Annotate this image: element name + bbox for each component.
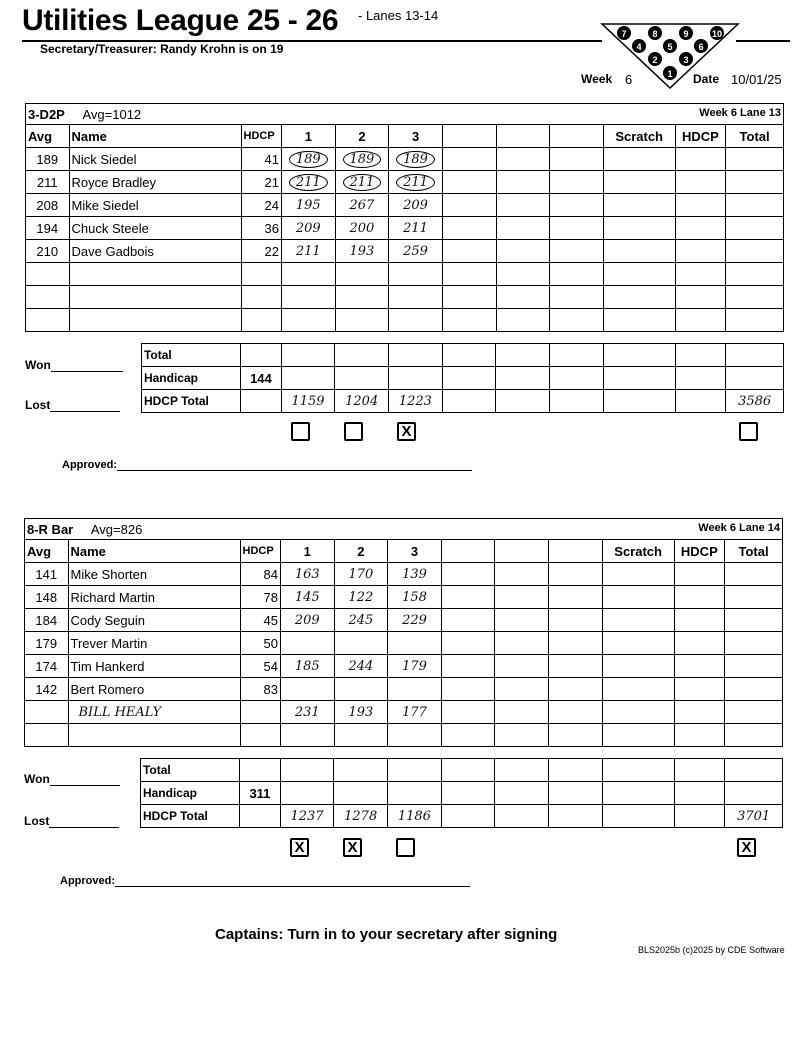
team1-summary [25, 343, 784, 413]
bowler-avg: 194 [26, 217, 70, 240]
bowler-game3: 259 [389, 240, 443, 263]
bowler-game1: 211 [282, 240, 336, 263]
bowler-row [25, 678, 783, 701]
col-game1: 1 [280, 540, 334, 563]
col-name: Name [69, 125, 241, 148]
col-hdcp-total: HDCP [675, 125, 726, 148]
bowler-game2 [335, 309, 389, 332]
bowler-game1: 189 [282, 148, 336, 171]
bowler-hdcp [240, 701, 280, 724]
pin-number-10: 10 [711, 29, 723, 39]
team1-name: 3-D2P [28, 106, 65, 122]
team2-lost: Lost [24, 814, 119, 828]
team1-hdcp-total-g1: 1159 [281, 390, 335, 413]
bowler-name: Trever Martin [68, 632, 240, 655]
team1-lost: Lost [25, 398, 120, 412]
col-avg: Avg [25, 540, 69, 563]
bowler-game3: 209 [389, 194, 443, 217]
col-game1: 1 [282, 125, 336, 148]
pin-number-2: 2 [652, 55, 658, 65]
team2-handicap-label: Handicap [140, 782, 239, 805]
bowler-name [69, 263, 241, 286]
bowler-game2: 244 [334, 655, 388, 678]
bowler-name: Tim Hankerd [68, 655, 240, 678]
bowler-name [69, 286, 241, 309]
col-hdcp-total: HDCP [674, 540, 725, 563]
pin-number-7: 7 [621, 29, 627, 39]
bowler-name: BILL HEALY [68, 701, 240, 724]
bowler-row [26, 217, 784, 240]
bowler-row [26, 286, 784, 309]
team1-approved: Approved: [62, 459, 472, 471]
bowler-hdcp [240, 724, 280, 747]
bowler-hdcp: 22 [241, 240, 281, 263]
bowler-name: Dave Gadbois [69, 240, 241, 263]
bowler-game2 [335, 263, 389, 286]
bowler-avg: 210 [26, 240, 70, 263]
team2-hdcp-total-g3: 1186 [388, 805, 442, 828]
bowler-row [25, 655, 783, 678]
bowler-game3 [389, 286, 443, 309]
bowler-name: Mike Shorten [68, 563, 240, 586]
bowler-game3 [389, 309, 443, 332]
team2-approved: Approved: [60, 875, 470, 887]
col-scratch: Scratch [603, 125, 675, 148]
bowler-game1 [280, 678, 334, 701]
bowler-game1 [282, 263, 336, 286]
pin-number-5: 5 [667, 42, 673, 52]
bowler-game3: 229 [388, 609, 442, 632]
team1-scoresheet [25, 103, 784, 338]
bowler-avg: 141 [25, 563, 69, 586]
bowler-avg [25, 724, 69, 747]
pin-number-4: 4 [636, 42, 642, 52]
team2-header [25, 519, 783, 540]
pin-number-9: 9 [683, 29, 689, 39]
bowler-name [68, 724, 240, 747]
bowler-avg [25, 701, 69, 724]
bowler-hdcp: 54 [240, 655, 280, 678]
team2-game3-checkbox[interactable] [396, 838, 415, 857]
team1-total-checkbox[interactable] [739, 422, 758, 441]
team2-week-lane: Week 6 Lane 14 [698, 521, 780, 534]
bowler-avg: 148 [25, 586, 69, 609]
col-game2: 2 [335, 125, 389, 148]
bowler-game3: 211 [389, 217, 443, 240]
team2-game2-checkbox[interactable]: X [343, 838, 362, 857]
bowler-row [26, 309, 784, 332]
bowler-game2: 193 [335, 240, 389, 263]
col-hdcp: HDCP [240, 540, 280, 563]
team2-total-label: Total [140, 759, 239, 782]
date-value: 10/01/25 [731, 72, 782, 87]
team1-game2-checkbox[interactable] [344, 422, 363, 441]
team2-column-header [25, 540, 783, 563]
team1-column-header [26, 125, 784, 148]
pin-number-3: 3 [683, 55, 689, 65]
bowler-hdcp: 45 [240, 609, 280, 632]
bowler-hdcp: 21 [241, 171, 281, 194]
bowler-avg [26, 309, 70, 332]
bowler-game2: 193 [334, 701, 388, 724]
bowler-game1 [282, 286, 336, 309]
col-total: Total [725, 540, 783, 563]
pin-number-1: 1 [667, 69, 673, 79]
col-game3: 3 [388, 540, 442, 563]
team1-hdcp-total-g3: 1223 [389, 390, 443, 413]
bowler-game3: 211 [389, 171, 443, 194]
team1-won: Won [25, 358, 123, 372]
bowler-game2 [335, 286, 389, 309]
bowler-avg: 211 [26, 171, 70, 194]
pin-number-8: 8 [652, 29, 658, 39]
bowler-game1: 209 [282, 217, 336, 240]
bowler-game3 [388, 632, 442, 655]
bowler-name: Royce Bradley [69, 171, 241, 194]
team2-hdcp-total-label: HDCP Total [140, 805, 239, 828]
team1-week-lane: Week 6 Lane 13 [699, 106, 781, 119]
footer-copyright: BLS2025b (c)2025 by CDE Software [638, 945, 785, 955]
bowler-avg: 208 [26, 194, 70, 217]
team1-header [26, 104, 784, 125]
team2-hdcp-total-g1: 1237 [280, 805, 334, 828]
bowler-hdcp: 78 [240, 586, 280, 609]
team1-hdcp-total-label: HDCP Total [141, 390, 240, 413]
team1-game3-checkbox[interactable]: X [397, 422, 416, 441]
bowler-hdcp: 50 [240, 632, 280, 655]
team1-game1-checkbox[interactable] [291, 422, 310, 441]
col-game2: 2 [334, 540, 388, 563]
bowler-name: Bert Romero [68, 678, 240, 701]
bowler-game2: 245 [334, 609, 388, 632]
col-scratch: Scratch [602, 540, 674, 563]
bowler-avg: 142 [25, 678, 69, 701]
col-game3: 3 [389, 125, 443, 148]
week-value: 6 [625, 72, 633, 87]
bowler-game3: 179 [388, 655, 442, 678]
bowler-hdcp: 41 [241, 148, 281, 171]
team2-scoresheet [24, 518, 783, 747]
bowler-avg [26, 286, 70, 309]
bowler-game3 [388, 678, 442, 701]
bowler-game1: 163 [280, 563, 334, 586]
bowler-name: Nick Siedel [69, 148, 241, 171]
bowler-game2 [334, 678, 388, 701]
bowler-game1: 185 [280, 655, 334, 678]
bowler-row [26, 171, 784, 194]
bowler-hdcp [241, 286, 281, 309]
team2-total-checkbox[interactable]: X [737, 838, 756, 857]
col-avg: Avg [26, 125, 70, 148]
team2-series-total: 3701 [725, 805, 783, 828]
page-title: Utilities League 25 - 26 [22, 4, 339, 37]
bowler-row [26, 240, 784, 263]
week-label: Week [581, 72, 613, 86]
bowler-avg: 184 [25, 609, 69, 632]
bowler-game3: 177 [388, 701, 442, 724]
bowler-hdcp [241, 263, 281, 286]
team2-handicap-value: 311 [240, 782, 281, 805]
bowler-row [25, 701, 783, 724]
bowler-hdcp: 84 [240, 563, 280, 586]
footer-instruction: Captains: Turn in to your secretary after signing [215, 926, 558, 943]
bowler-game3: 158 [388, 586, 442, 609]
team2-avg: Avg=826 [90, 521, 143, 537]
bowler-row [26, 194, 784, 217]
bowler-hdcp: 83 [240, 678, 280, 701]
bowler-avg: 179 [25, 632, 69, 655]
bowler-game1: 231 [280, 701, 334, 724]
pin-number-6: 6 [698, 42, 704, 52]
team2-game1-checkbox[interactable]: X [290, 838, 309, 857]
bowler-name: Chuck Steele [69, 217, 241, 240]
bowler-game3 [389, 263, 443, 286]
bowler-row [26, 263, 784, 286]
lanes-label: - Lanes 13-14 [358, 8, 439, 23]
team2-name: 8-R Bar [27, 521, 74, 537]
bowler-name [69, 309, 241, 332]
bowler-row [25, 632, 783, 655]
bowler-hdcp: 24 [241, 194, 281, 217]
bowler-game2: 267 [335, 194, 389, 217]
bowler-game1: 211 [282, 171, 336, 194]
team2-summary [24, 758, 783, 828]
bowler-name: Mike Siedel [69, 194, 241, 217]
team1-handicap-label: Handicap [141, 367, 240, 390]
bowler-avg: 174 [25, 655, 69, 678]
col-name: Name [68, 540, 240, 563]
bowler-game2: 200 [335, 217, 389, 240]
bowler-row [25, 586, 783, 609]
bowler-row [25, 563, 783, 586]
bowler-game1: 145 [280, 586, 334, 609]
bowler-hdcp [241, 309, 281, 332]
team2-won: Won [24, 772, 120, 786]
bowler-game1 [280, 632, 334, 655]
bowler-row [26, 148, 784, 171]
team2-hdcp-total-g2: 1278 [334, 805, 388, 828]
title-rule-right [736, 40, 790, 42]
bowler-avg [26, 263, 70, 286]
bowler-game3 [388, 724, 442, 747]
bowler-name: Cody Seguin [68, 609, 240, 632]
secretary-note: Secretary/Treasurer: Randy Krohn is on 19 [40, 42, 284, 56]
bowler-game3: 189 [389, 148, 443, 171]
team1-handicap-value: 144 [241, 367, 282, 390]
bowler-game2: 189 [335, 148, 389, 171]
team1-series-total: 3586 [726, 390, 784, 413]
team1-spacer [26, 332, 784, 339]
col-total: Total [726, 125, 784, 148]
bowler-game2: 211 [335, 171, 389, 194]
bowler-row [25, 724, 783, 747]
bowler-avg: 189 [26, 148, 70, 171]
team1-avg: Avg=1012 [82, 106, 142, 122]
team1-hdcp-total-g2: 1204 [335, 390, 389, 413]
col-hdcp: HDCP [241, 125, 281, 148]
bowler-game1 [282, 309, 336, 332]
bowler-game2: 122 [334, 586, 388, 609]
bowler-hdcp: 36 [241, 217, 281, 240]
bowler-game2 [334, 724, 388, 747]
bowler-game2 [334, 632, 388, 655]
bowler-game1 [280, 724, 334, 747]
bowler-game1: 195 [282, 194, 336, 217]
bowler-game2: 170 [334, 563, 388, 586]
bowler-name: Richard Martin [68, 586, 240, 609]
bowler-game3: 139 [388, 563, 442, 586]
bowler-row [25, 609, 783, 632]
date-label: Date [693, 72, 720, 86]
bowler-game1: 209 [280, 609, 334, 632]
team1-total-label: Total [141, 344, 240, 367]
